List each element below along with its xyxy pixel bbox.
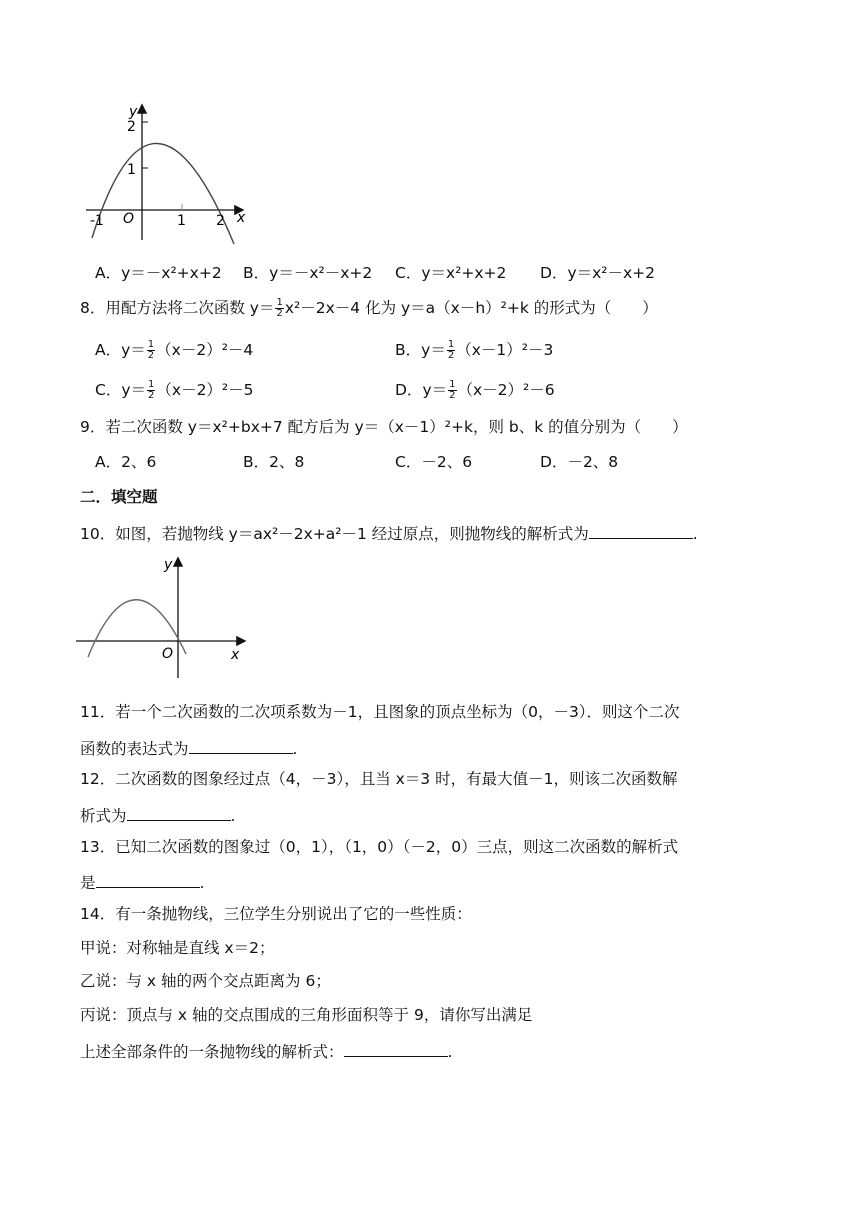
q11-line1: 11．若一个二次函数的二次项系数为－1，且图象的顶点坐标为（0，－3）．则这个二次 (80, 703, 680, 721)
x-axis-label: x (237, 210, 246, 226)
x-axis-label: x (231, 647, 240, 663)
q9-stem: 9．若二次函数 y＝x²+bx+7 配方后为 y＝（x－1）²+k，则 b、k 的值分别为（ ） (80, 418, 688, 436)
tick-label-x1: 1 (177, 213, 186, 229)
q7-option-c: C．y＝x²+x+2 (395, 264, 507, 282)
q8-option-a: A．y＝ $\frac{1}{2}$ （x－2）²－4 (95, 339, 254, 361)
y-axis-label: y (164, 557, 173, 573)
q7-option-b: B．y＝－x²－x+2 (243, 264, 373, 282)
q14-line1: 14．有一条抛物线，三位学生分别说出了它的一些性质： (80, 905, 472, 923)
q12-line1: 12．二次函数的图象经过点（4，－3），且当 x＝3 时，有最大值－1，则该二次函数解 (80, 770, 678, 788)
q12-line2: 析式为 . (80, 807, 236, 825)
parabola-graph-1 (82, 100, 252, 250)
section-heading-fill-blank: 二．填空题 (80, 488, 158, 506)
q14-line4: 丙说：顶点与 x 轴的交点围成的三角形面积等于 9，请你写出满足 (80, 1006, 533, 1024)
tick-label-y2: 2 (127, 119, 136, 135)
origin-label: O (162, 646, 174, 662)
q10-stem: 10．如图，若抛物线 y＝ax²－2x+a²－1 经过原点，则抛物线的解析式为 . (80, 525, 698, 543)
q9-option-c: C．－2、6 (395, 453, 473, 471)
q10-answer-blank[interactable] (589, 524, 693, 539)
tick-label-xm1: -1 (90, 213, 104, 229)
q8-option-d: D．y＝ $\frac{1}{2}$ （x－2）²－6 (395, 379, 555, 401)
q8-option-b: B．y＝ $\frac{1}{2}$ （x－1）²－3 (395, 339, 554, 361)
q8-stem: 8．用配方法将二次函数 y＝ $\frac{1}{2}$ x²－2x－4 化为 y＝a（x－h）²+k 的形式为（ ） (80, 297, 658, 319)
y-axis-label: y (129, 104, 138, 120)
tick-label-x2: 2 (216, 213, 225, 229)
q9-option-a: A．2、6 (95, 453, 157, 471)
q7-option-a: A．y＝－x²+x+2 (95, 264, 222, 282)
q8-option-c: C．y＝ $\frac{1}{2}$ （x－2）²－5 (95, 379, 254, 401)
q14-line3: 乙说：与 x 轴的两个交点距离为 6； (80, 972, 331, 990)
q13-answer-blank[interactable] (96, 873, 200, 888)
q13-line2: 是 . (80, 874, 205, 892)
q14-answer-blank[interactable] (344, 1042, 448, 1057)
parabola-curve-1 (92, 143, 234, 244)
q11-line2: 函数的表达式为 . (80, 740, 298, 758)
q14-line5: 上述全部条件的一条抛物线的解析式： . (80, 1043, 453, 1061)
q11-answer-blank[interactable] (189, 739, 293, 754)
q12-answer-blank[interactable] (127, 806, 231, 821)
parabola-graph-2 (74, 554, 254, 679)
origin-label: O (123, 211, 135, 227)
q7-option-d: D．y＝x²－x+2 (540, 264, 656, 282)
tick-label-y1: 1 (127, 162, 136, 178)
q14-line2: 甲说：对称轴是直线 x＝2； (80, 939, 275, 957)
q9-option-d: D．－2、8 (540, 453, 619, 471)
q9-option-b: B．2、8 (243, 453, 305, 471)
q13-line1: 13．已知二次函数的图象过（0，1），（1，0）（－2，0）三点，则这二次函数的解析式 (80, 838, 679, 856)
